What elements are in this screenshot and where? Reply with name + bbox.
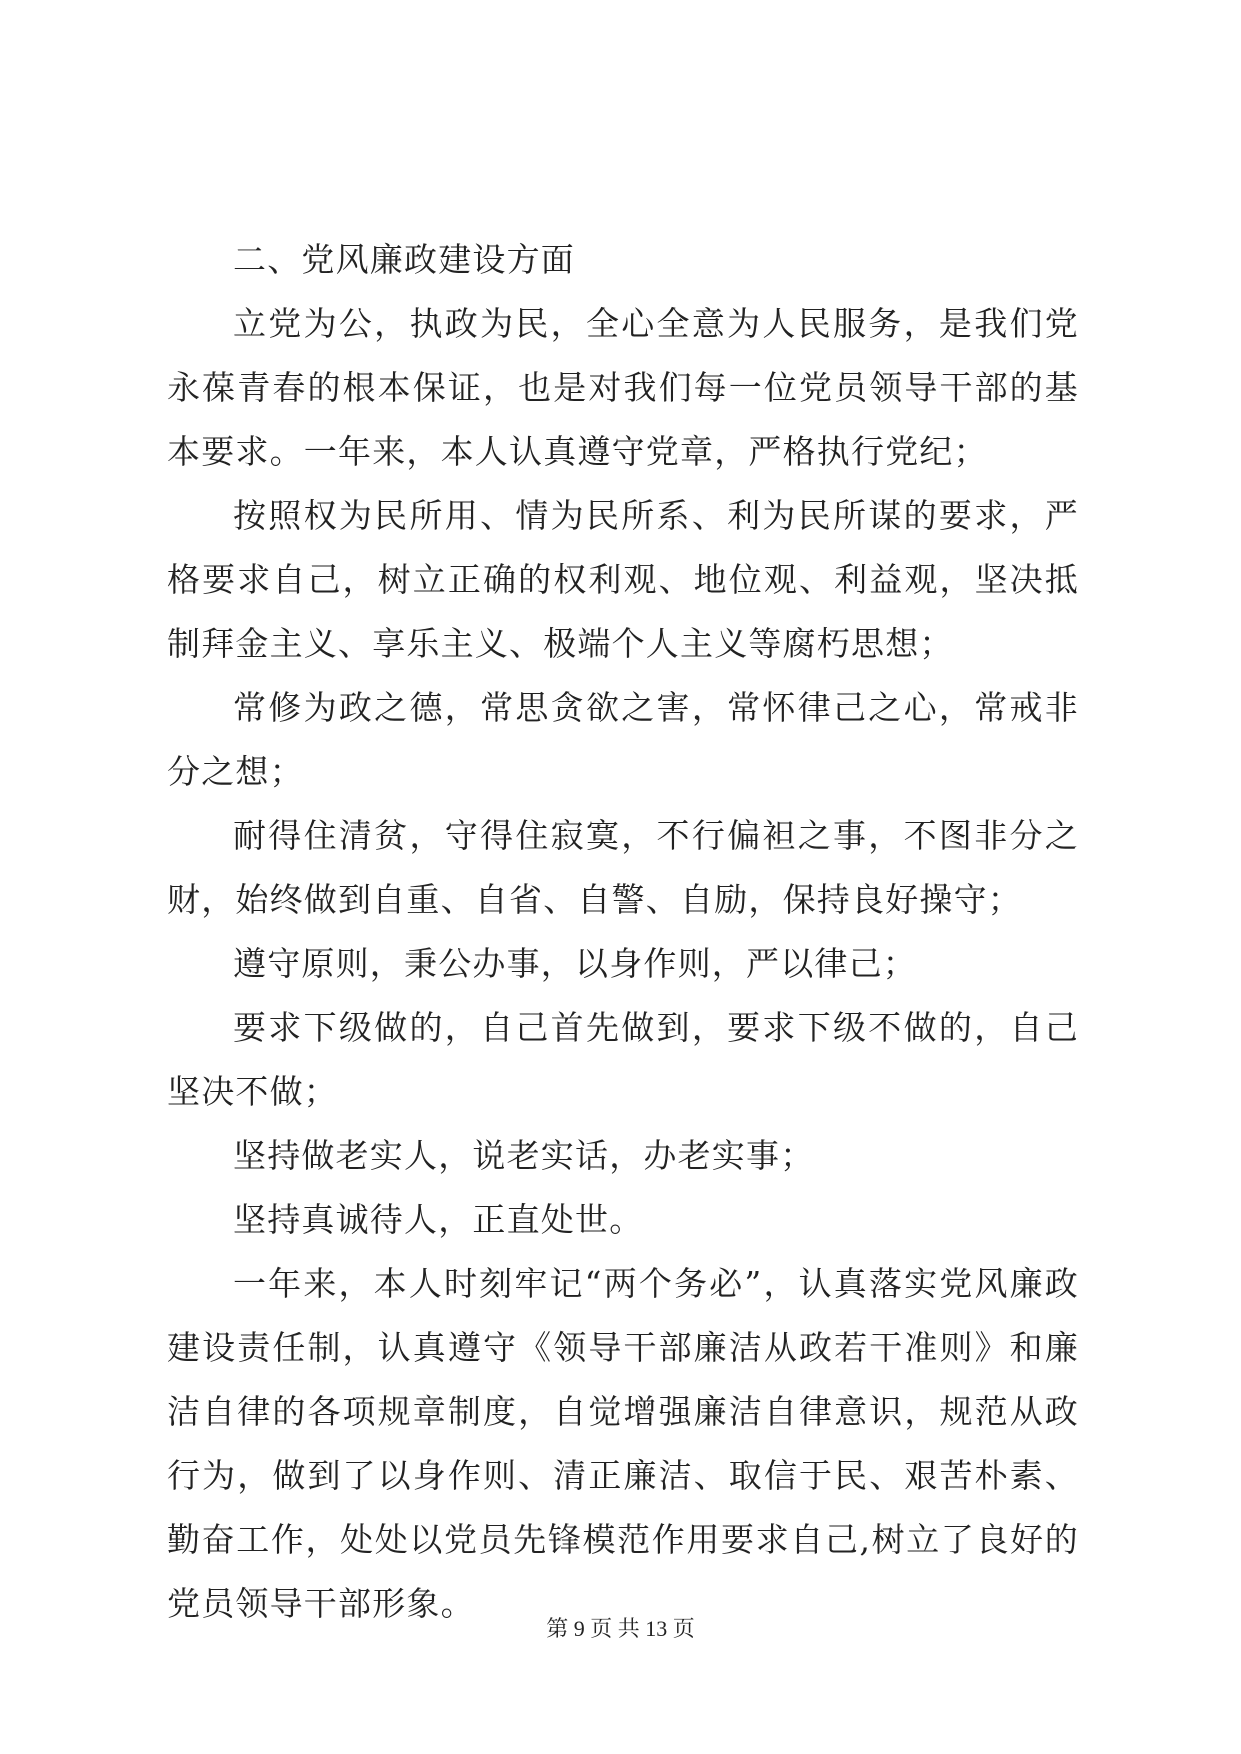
paragraph-9: 一年来，本人时刻牢记“两个务必”，认真落实党风廉政建设责任制，认真遵守《领导干部廉洁从政若干准则》和廉洁自律的各项规章制度，自觉增强廉洁自律意识，规范从政行为，做到了以身作则、清正廉洁、取信于民、艰苦朴素、勤奋工作，处处以党员先锋模范作用要求自己,树立了良好的党员领导干部形象。: [167, 1264, 1079, 1623]
paragraph-4: 耐得住清贫，守得住寂寞，不行偏袒之事，不图非分之财，始终做到自重、自省、自警、自励，保持良好操守；: [167, 816, 1079, 919]
paragraph-3: 常修为政之德，常思贪欲之害，常怀律己之心，常戒非分之想；: [167, 688, 1079, 791]
paragraph-6: 要求下级做的，自己首先做到，要求下级不做的，自己坚决不做；: [167, 1008, 1079, 1111]
page-number-footer: 第 9 页 共 13 页: [546, 1616, 695, 1641]
paragraph-5: 遵守原则，秉公办事，以身作则，严以律己；: [233, 944, 917, 983]
paragraph-8: 坚持真诚待人，正直处世。: [233, 1200, 644, 1239]
section-heading: 二、党风廉政建设方面: [233, 240, 575, 279]
paragraph-7: 坚持做老实人，说老实话，办老实事；: [233, 1136, 815, 1175]
paragraph-2: 按照权为民所用、情为民所系、利为民所谋的要求，严格要求自己，树立正确的权利观、地位观、利益观，坚决抵制拜金主义、享乐主义、极端个人主义等腐朽思想；: [167, 496, 1079, 663]
document-body: [167, 228, 1079, 1636]
paragraph-1: 立党为公，执政为民，全心全意为人民服务，是我们党永葆青春的根本保证，也是对我们每一位党员领导干部的基本要求。一年来，本人认真遵守党章，严格执行党纪；: [167, 304, 1079, 471]
